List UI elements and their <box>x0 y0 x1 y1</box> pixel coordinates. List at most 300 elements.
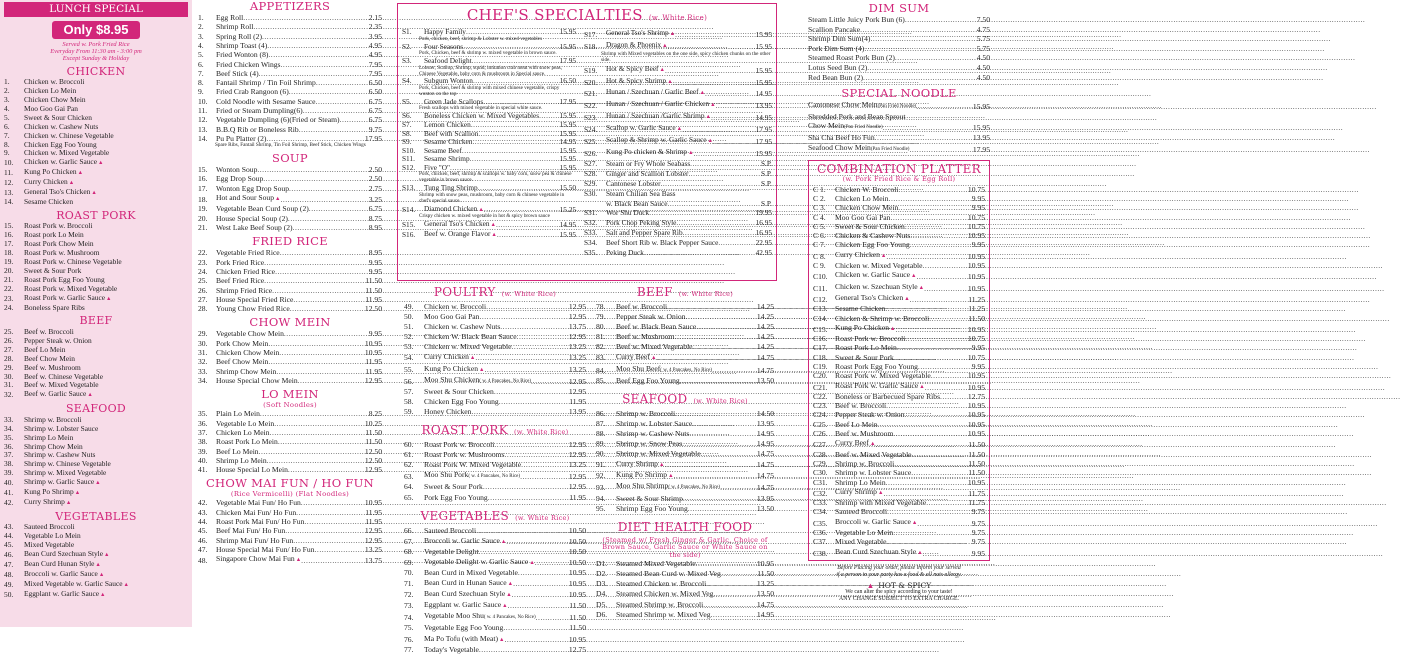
dot-leader <box>293 223 369 232</box>
item-price: 14.75 <box>756 365 774 375</box>
item-name <box>616 302 667 312</box>
item-name-text: Hot & Spicy Shrimp <box>606 75 667 85</box>
item-name-text: Red Bean Bun (2) <box>808 72 864 82</box>
change-note: ANY CHANGE SUBJECT TO EXTRA CHARGE. <box>839 595 959 602</box>
item-name <box>835 222 905 231</box>
hot-spicy-icon: ▲ <box>91 190 97 197</box>
item-name-text: Boneless Spare Ribs <box>24 302 85 312</box>
item-price: 14.50 <box>756 408 774 418</box>
item-name-text: Roast Pork w. Mushroom <box>24 248 100 258</box>
item-price: 7.95 <box>368 59 382 69</box>
item-name <box>424 526 476 536</box>
menu-item-row <box>198 60 382 69</box>
item-name-text: Chicken w. Garlic Sauce <box>835 270 910 280</box>
item-name-text: Green Jade Scallops <box>424 96 484 106</box>
item-number: 17. <box>198 183 208 193</box>
menu-item-row <box>198 258 382 267</box>
item-name <box>216 69 259 78</box>
item-name-text: Beef w. Mushroom <box>835 429 894 439</box>
item-name-text: Shrimp w. Cashew Nuts <box>616 428 690 438</box>
item-number: 37. <box>198 427 208 437</box>
menu-item-row <box>808 44 990 54</box>
dot-leader <box>703 600 757 610</box>
item-name-text: Beef w. Broccoli <box>24 327 74 336</box>
item-name <box>606 238 718 248</box>
item-number: S22. <box>584 101 598 111</box>
dot-leader <box>281 60 369 69</box>
item-price: 10.95 <box>967 429 985 439</box>
item-number: 44. <box>4 531 14 541</box>
item-price: 9.75 <box>971 507 985 517</box>
item-name <box>216 286 272 295</box>
item-name <box>616 332 674 342</box>
item-name <box>835 528 893 537</box>
item-name-text: Pork Chow Mein <box>216 338 269 348</box>
menu-item-row <box>808 63 990 73</box>
item-name-text: Sweet & Sour Chicken <box>424 386 494 396</box>
item-number: 13. <box>198 124 208 134</box>
dot-leader <box>479 547 569 557</box>
item-name-text: General Tso's Shrimp <box>606 28 669 37</box>
menu-item-row <box>813 429 985 438</box>
menu-item-row <box>813 547 985 558</box>
item-name-text: Chicken w. Broccoli <box>424 302 487 311</box>
dot-leader <box>688 169 761 179</box>
item-price: 10.75 <box>967 221 985 231</box>
dot-leader <box>661 179 762 189</box>
item-price: 14.95 <box>756 439 774 449</box>
item-number: C 2. <box>813 193 826 203</box>
item-price: 9.75 <box>368 124 382 134</box>
menu-item-row <box>404 440 586 450</box>
item-name-text: Beef w. Broccoli <box>835 401 887 411</box>
item-name-text: Fried or Steam Dumpling(6) <box>216 106 303 116</box>
item-price: 10.95 <box>568 590 586 600</box>
item-number: 38. <box>198 437 208 447</box>
dot-leader <box>910 231 968 240</box>
menu-item-row <box>198 125 382 134</box>
menu-item-row <box>813 507 985 516</box>
item-name <box>216 276 264 285</box>
item-number: C31. <box>813 477 828 487</box>
item-name-text: Roast Pork Chow Mein <box>24 239 94 249</box>
item-number: 77. <box>404 644 414 654</box>
dot-leader <box>512 590 569 600</box>
dot-leader <box>298 376 365 385</box>
menu-item-row <box>198 50 382 59</box>
item-name <box>835 478 886 487</box>
item-number: 32. <box>4 390 14 400</box>
item-name-text: Plain Lo Mein <box>216 409 260 419</box>
item-name-text: Roast Pork w. Garlic Sauce <box>835 380 919 390</box>
item-number: C12. <box>813 294 828 304</box>
item-description: Shrimp with Mixed vegetables on the one side, spicy chicken chunks on the other side. <box>601 50 771 63</box>
item-price: 12.95 <box>568 450 586 460</box>
menu-item-row <box>404 407 586 417</box>
item-number: S30. <box>584 188 598 198</box>
item-number: 43. <box>198 507 208 517</box>
menu-item-row <box>808 25 990 35</box>
item-number: S6. <box>402 111 412 121</box>
item-name <box>616 342 693 352</box>
dot-leader <box>284 329 369 338</box>
item-name <box>216 97 316 106</box>
item-number: 31. <box>198 348 208 358</box>
item-price: 10.95 <box>568 634 586 644</box>
section-heading: BEEF <box>79 314 113 328</box>
item-number: 73. <box>404 601 414 611</box>
section-subtitle: (w. White Rice) <box>678 290 734 298</box>
menu-item-row <box>813 401 985 410</box>
item-name-text: Pu Pu Platter (2) <box>216 133 267 143</box>
dot-leader <box>303 106 369 115</box>
item-name <box>216 465 288 474</box>
dot-leader <box>690 159 761 169</box>
item-number: S3. <box>402 56 412 65</box>
item-name-text: Pork Fried Rice <box>216 257 265 267</box>
item-name-text: Sesame Chicken <box>424 137 473 147</box>
menu-item-row <box>404 634 586 645</box>
menu-item-row <box>198 367 382 376</box>
item-number: 3. <box>4 94 10 104</box>
item-price: 14.25 <box>756 342 774 352</box>
item-description: Spare Ribs, Fantail Shrimp, Tin Foil Shrimp, Beef Stick, Chicken Wings <box>215 142 366 149</box>
item-name-text: Chicken & Cashew Nuts <box>835 231 911 241</box>
appetizers-noodles-column <box>198 0 382 627</box>
item-name-text: Chicken Egg Foo Young <box>24 139 97 149</box>
item-number: 35. <box>198 409 208 419</box>
dot-leader <box>505 450 569 460</box>
menu-item-row <box>813 478 985 487</box>
dot-leader <box>912 450 969 459</box>
item-name <box>216 214 288 223</box>
item-name <box>835 371 931 380</box>
item-price: 15.95 <box>755 41 772 51</box>
dot-leader <box>689 429 757 439</box>
item-price: 9.95 <box>971 343 985 353</box>
alter-note: We can alter the spicy according to your taste! <box>845 588 953 595</box>
item-number: 22. <box>198 248 208 258</box>
item-name <box>835 304 885 313</box>
dot-leader <box>512 342 569 352</box>
item-number: C 8. <box>813 251 826 261</box>
item-name-text: Vegetable Lo Mein <box>24 531 81 541</box>
item-price: 11.50 <box>365 427 382 437</box>
item-name <box>216 367 276 376</box>
menu-item-row <box>198 517 382 526</box>
menu-item-row <box>404 470 586 482</box>
item-price: 15.25 <box>559 204 576 214</box>
item-number: 27. <box>4 344 14 354</box>
item-name-text: Roast Pork Mai Fun/ Ho Fun <box>216 517 305 527</box>
item-name-text: Beef Lo Mein <box>24 344 66 354</box>
item-name-text: Hot & Spicy Beef <box>606 63 659 73</box>
item-number: 80. <box>596 322 606 332</box>
item-number: 16. <box>4 230 14 240</box>
item-name-text: Sesame Chicken <box>835 304 886 314</box>
item-number: 45. <box>198 526 208 536</box>
dot-leader <box>494 440 569 450</box>
dot-leader <box>905 410 968 419</box>
menu-item-row <box>596 569 774 579</box>
item-price: 10.95 <box>967 324 985 334</box>
dot-leader <box>253 22 368 31</box>
item-name <box>216 419 274 428</box>
item-number: D6. <box>596 609 608 619</box>
menu-item-row <box>584 189 772 199</box>
section-subtitle: (w. White Rice) <box>501 290 557 298</box>
item-number: 82. <box>596 342 606 352</box>
item-name <box>424 578 513 589</box>
item-number: C23. <box>813 401 828 411</box>
item-name <box>835 240 910 249</box>
dot-leader <box>711 610 757 620</box>
item-number: C11. <box>813 283 828 293</box>
item-number: 42. <box>198 498 208 508</box>
hot-spicy-icon: ▲ <box>869 441 876 448</box>
combination-platter-box <box>808 160 990 561</box>
dot-leader <box>536 613 570 623</box>
item-name-text: Beef Chow Mein <box>216 357 269 367</box>
menu-item-row <box>596 322 774 332</box>
item-number: 38. <box>4 459 14 469</box>
item-name-text: Sweet & Sour Chicken <box>835 221 905 231</box>
item-name <box>216 437 278 446</box>
item-name <box>835 498 926 507</box>
menu-item-row <box>813 438 985 449</box>
item-name-text: Broccoli w. Garlic Sauce <box>835 516 911 526</box>
item-number: S21. <box>584 89 598 99</box>
item-name-text: Curry Chicken <box>424 352 469 362</box>
item-price: 5.75 <box>976 34 990 44</box>
item-name-text: Beef Lo Mein <box>835 419 878 429</box>
item-number: C25. <box>813 419 828 429</box>
menu-item-row <box>808 34 990 44</box>
menu-item-row <box>813 282 985 293</box>
menu-item-row <box>198 329 382 338</box>
dot-leader <box>272 286 365 295</box>
item-price: 16.50 <box>559 76 576 86</box>
item-name-text: Shrimp with Mixed Vegetable <box>835 498 927 508</box>
item-price: 10.95 <box>364 338 382 348</box>
item-name-text: Sha Cha Beef Ho Fun <box>808 133 875 143</box>
item-name <box>616 419 692 429</box>
item-name <box>616 559 696 569</box>
item-price: 17.95 <box>755 137 772 147</box>
dot-leader <box>268 357 365 366</box>
item-name-text: Moo Shu Beef <box>616 363 661 373</box>
menu-item-row <box>584 238 772 248</box>
item-price: 11.25 <box>968 294 985 304</box>
dot-leader <box>664 460 756 470</box>
item-name <box>424 352 475 363</box>
hot-spicy-icon: ▲ <box>705 114 711 121</box>
item-name-text: Ma Po Tofu (with Meat) <box>424 633 498 643</box>
item-number: S23. <box>584 113 598 123</box>
item-name <box>424 482 483 492</box>
item-name-text: Curry Shrimp <box>24 496 65 506</box>
item-price: 19.95 <box>755 208 772 218</box>
item-number: S27. <box>584 158 598 168</box>
item-name-text: Four Seasons <box>424 41 464 51</box>
item-name-text: Shrimp Toast (4) <box>216 40 268 50</box>
menu-item-row <box>596 600 774 610</box>
item-name <box>424 547 479 557</box>
item-number: C20. <box>813 371 828 381</box>
item-price: 11.75 <box>968 498 985 508</box>
section-heading-row <box>596 390 774 408</box>
item-number: 8. <box>4 139 10 149</box>
item-number: 33. <box>198 366 208 376</box>
item-price: 10.75 <box>967 334 985 344</box>
item-name-text: Shrimp w. Mixed Vegetable <box>24 468 107 478</box>
dot-leader <box>475 353 569 363</box>
item-number: S28. <box>584 168 598 178</box>
hot-spicy-icon: ▲ <box>506 592 512 599</box>
item-name-text: Shrimp Chow Mein <box>24 441 83 451</box>
item-name-text: Boneless or Barbecued Spare Ribs <box>835 391 941 401</box>
hot-spicy-icon: ▲ <box>880 252 887 259</box>
item-name-text: Curry Chicken <box>835 249 880 259</box>
dot-leader <box>479 312 568 322</box>
item-price: 9.75 <box>971 537 985 547</box>
dot-leader <box>894 353 968 362</box>
item-price: 13.25 <box>568 353 586 363</box>
item-number: S33. <box>584 228 598 238</box>
menu-item-row <box>198 165 382 174</box>
section-subtitle: (w. White Rice) <box>514 428 569 437</box>
item-number: 4. <box>4 103 10 113</box>
item-number: C13. <box>813 304 828 314</box>
item-number: 59. <box>404 406 414 416</box>
dot-leader <box>301 556 365 565</box>
item-price: 11.50 <box>569 601 586 611</box>
item-price: 11.75 <box>968 488 985 498</box>
item-name-text: Sweet & Sour Pork <box>835 352 894 362</box>
item-name <box>216 508 296 517</box>
item-name <box>216 115 340 124</box>
item-price: 13.25 <box>364 544 382 554</box>
item-name <box>808 15 905 25</box>
item-number: 17. <box>4 239 14 249</box>
item-price: 15.95 <box>755 148 772 158</box>
item-name <box>616 569 721 579</box>
item-name-text: Vegetable Lo Mein <box>835 528 894 538</box>
item-price: 17.95 <box>755 125 772 135</box>
item-name-note: ( w. 4 Pancakes, No Rice) <box>483 615 536 621</box>
dot-leader <box>264 276 365 285</box>
item-name <box>424 375 531 387</box>
hot-spicy-icon: ▲ <box>662 42 668 49</box>
dot-leader <box>910 240 972 249</box>
item-name <box>424 450 505 460</box>
item-name <box>606 76 673 88</box>
item-description: Pork, Chicken, beef & shrimp w. mixed vegetable in brown sauce. <box>419 50 557 57</box>
menu-item-row <box>198 508 382 517</box>
item-price: 9.95 <box>971 548 985 558</box>
menu-item-row <box>4 498 188 508</box>
dot-leader <box>883 489 968 498</box>
item-name <box>606 208 649 218</box>
item-price: 11.50 <box>968 440 985 450</box>
item-price: 13.25 <box>756 579 774 589</box>
menu-item-row <box>404 611 586 623</box>
item-number: 10. <box>198 96 208 106</box>
item-number: 24. <box>4 302 14 312</box>
item-number: C27. <box>813 440 828 450</box>
item-number: 74. <box>404 613 414 623</box>
item-number: 13. <box>4 188 14 198</box>
item-number: 28. <box>4 353 14 363</box>
menu-item-row <box>813 185 985 194</box>
item-number: S15. <box>402 220 416 230</box>
item-price: 12.95 <box>568 472 586 482</box>
section-heading: SPECIAL NOODLE <box>841 86 957 101</box>
item-name-text: Seafood Chow Mein <box>808 142 871 152</box>
menu-item-row <box>404 364 586 375</box>
dot-leader <box>887 537 972 546</box>
dot-leader <box>682 125 755 135</box>
item-name-text: Shrimp Lo Mein <box>216 455 267 465</box>
item-price: 12.50 <box>364 455 382 465</box>
item-number: 10. <box>4 158 14 168</box>
section-subtitle: (Soft Noodles) <box>263 401 317 410</box>
menu-item-row <box>808 73 990 83</box>
item-price: 13.50 <box>756 503 774 513</box>
item-price: 12.95 <box>364 526 382 536</box>
item-name <box>216 22 253 31</box>
menu-item-row <box>813 528 985 537</box>
item-name <box>606 147 694 159</box>
dot-leader <box>680 376 757 386</box>
item-number: 31. <box>4 380 14 390</box>
item-number: 5. <box>198 50 204 60</box>
dot-leader <box>644 248 756 258</box>
item-price: 15.95 <box>559 27 576 36</box>
item-price: 10.95 <box>967 382 985 392</box>
menu-item-row <box>584 123 772 135</box>
item-name <box>216 13 243 22</box>
item-name-text: Sweet & Sour Shrimp <box>616 493 683 503</box>
hot-spicy-icon: ▲ <box>295 557 302 564</box>
hot-spicy-icon: ▲ <box>65 499 72 506</box>
item-name-text: Pepper Steak w. Onion <box>616 312 686 322</box>
item-name-text: Scallion Pancake <box>808 24 861 34</box>
chefs-subtitle: (w. White Rice) <box>648 14 708 22</box>
menu-item-row <box>813 194 985 203</box>
menu-item-row <box>198 286 382 295</box>
item-name-text: Mixed Vegetable w. Garlic Sauce <box>24 578 123 588</box>
item-name <box>835 213 890 222</box>
hot-spicy-icon: ▲ <box>688 149 694 156</box>
item-number: S20. <box>584 77 598 87</box>
item-name <box>424 634 504 645</box>
item-name <box>216 376 298 385</box>
item-price: 14.25 <box>756 332 774 342</box>
menu-item-row <box>808 100 990 112</box>
item-name <box>835 343 897 352</box>
menu-item-row <box>596 376 774 386</box>
hot-spicy-icon: ▲ <box>469 355 476 362</box>
item-number: 54. <box>404 353 414 363</box>
item-number: D1. <box>596 559 608 569</box>
item-name-text: Vegetable Lo Mein <box>216 418 275 428</box>
item-name <box>606 64 665 76</box>
item-name-text: Sweet & Sour Pork <box>24 265 82 275</box>
item-name <box>808 73 863 83</box>
item-number: 24. <box>198 266 208 276</box>
menu-item-row <box>404 450 586 460</box>
